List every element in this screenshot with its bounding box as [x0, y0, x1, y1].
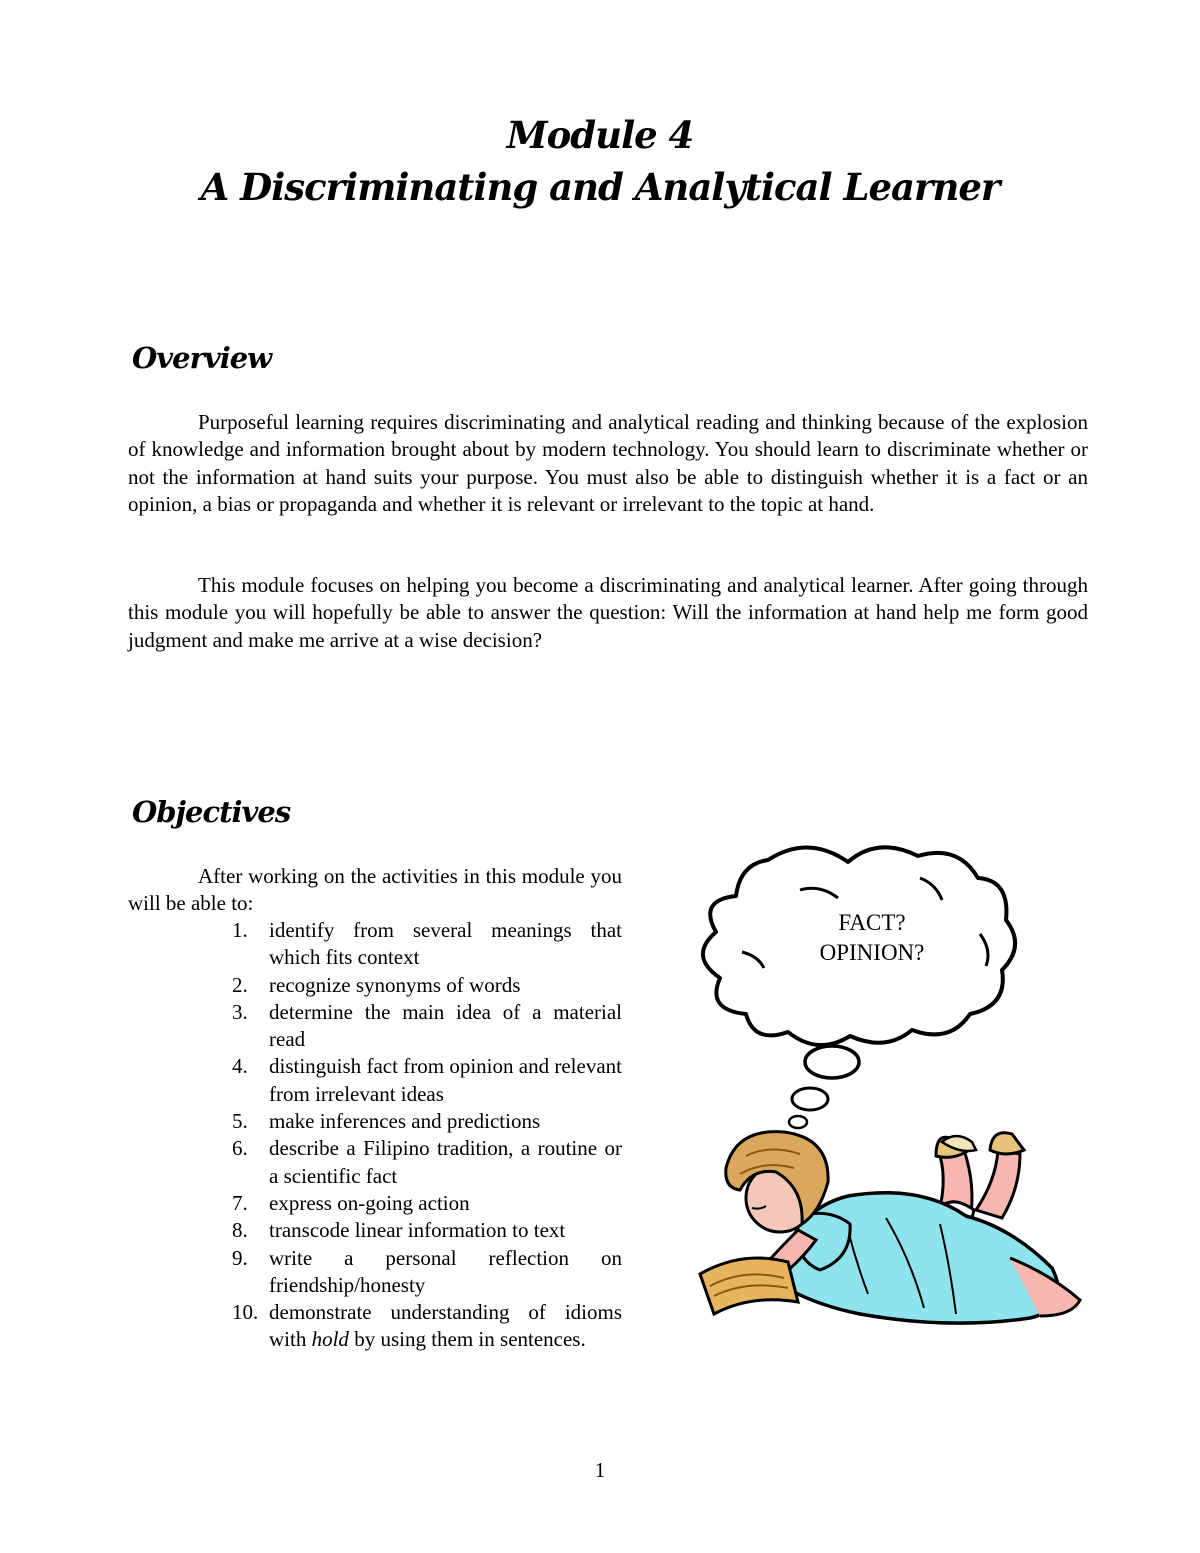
objectives-intro: After working on the activities in this module you will be able to: — [128, 864, 622, 916]
list-item: 6. describe a Filipino tradition, a routine or a scientific fact — [232, 1136, 622, 1188]
list-item: 2. recognize synonyms of words — [232, 972, 521, 997]
overview-heading: Overview — [132, 341, 272, 375]
overview-paragraph-1: Purposeful learning requires discriminating and analytical reading and thinking because of the explosion of knowledge and information brought about by modern technology. You should learn to discriminate whether or not the information at hand suits your purpose. You must also be able to distinguish whether it is a fact or an opinion, a bias or propaganda and whether it is relevant or irrelevant to the topic at hand. — [128, 410, 1088, 516]
thought-bubble-large-icon — [805, 1046, 859, 1078]
bubble-opinion-text: OPINION? — [819, 940, 925, 965]
module-title: A Discriminating and Analytical Learner — [200, 165, 1000, 209]
bubble-fact-text: FACT? — [838, 910, 906, 935]
thought-bubble-medium-icon — [792, 1088, 828, 1110]
list-item: 5. make inferences and predictions — [232, 1109, 541, 1134]
objectives-heading: Objectives — [132, 795, 291, 829]
list-item: 8. transcode linear information to text — [232, 1218, 566, 1243]
list-item: 3. determine the main idea of a material read — [232, 999, 622, 1052]
girl-reading-icon — [700, 1132, 1080, 1324]
thought-bubble-small-icon — [789, 1116, 807, 1128]
list-item: 9. write a personal reflection on friendship/honesty — [232, 1245, 622, 1297]
list-item: 10. demonstrate understanding of idioms with hold by using them in sentences. — [232, 1300, 622, 1352]
objectives-list — [232, 917, 622, 1354]
list-item: 7. express on-going action — [232, 1190, 470, 1215]
list-item: 1. identify from several meanings that which fits context — [232, 918, 622, 970]
girl-reading-thought-bubble-illustration — [680, 838, 1090, 1338]
overview-paragraph-2: This module focuses on helping you become a discriminating and analytical learner. After going through this module you will hopefully be able to answer the question: Will the information at hand help me form good judgment and make me arrive at a wise decision? — [128, 573, 1088, 652]
list-item: 4. distinguish fact from opinion and relevant from irrelevant ideas — [232, 1054, 622, 1106]
module-number-title: Module 4 — [506, 113, 694, 157]
page-number: 1 — [594, 1458, 606, 1482]
